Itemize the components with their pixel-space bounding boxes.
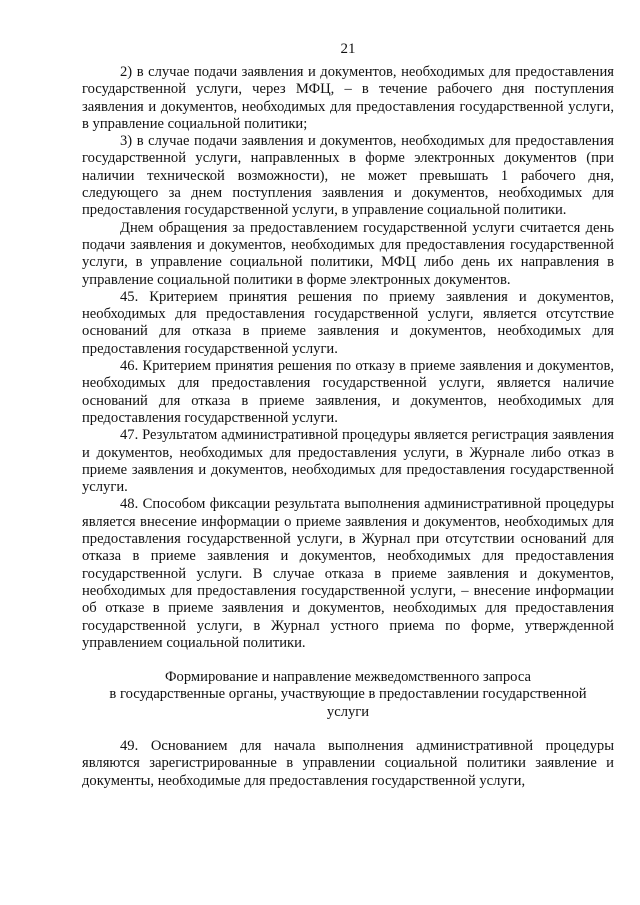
paragraph-45: 45. Критерием принятия решения по приему заявления и документов, необходимых для предоставления государственной услуги, является отсутствие оснований для отказа в приеме заявления и документов, необходимых для предоставления государственной услуги. xyxy=(82,288,614,357)
page-number: 21 xyxy=(340,41,356,57)
paragraph-47: 47. Результатом административной процедуры является регистрация заявления и документов, необходимых для предоставления услуги, в Журнале либо отказ в приеме заявления и документов, необходимых для предоставления государственной услуги. xyxy=(82,427,614,496)
paragraph-48: 48. Способом фиксации результата выполнения административной процедуры является внесение информации о приеме заявления и документов, необходимых для предоставления государственной услуги, в Журнал при отсутствии оснований для отказа в приеме заявления и документов, необходимых для предоставления государственной услуги. В случае отказа в приеме заявления и документов, необходимых для предоставления государственной услуги, – внесение информации об отказе в приеме заявления и документов, необходимых для предоставления государственной услуги, в Журнал устного приема по форме, утвержденной управлением социальной политики. xyxy=(82,496,614,651)
paragraph-49: 49. Основанием для начала выполнения административной процедуры являются зарегистрированные в управлении социальной политики заявление и документы, необходимые для предоставления государственной услуги, xyxy=(82,737,614,789)
paragraph-item-3: 3) в случае подачи заявления и документов, необходимых для предоставления государственной услуги, направленных в форме электронных документов (при наличии технической возможности), не может превышать 1 рабочего дня, следующего за днем поступления заявления и документов, необходимых для предоставления государственной услуги, в управление социальной политики. xyxy=(82,133,614,219)
section-heading-line-2: в государственные органы, участвующие в предоставлении государственной xyxy=(109,686,587,703)
document-page xyxy=(82,40,614,790)
paragraph-request-day: Днем обращения за предоставлением государственной услуги считается день подачи заявления и документов, необходимых для предоставления государственной услуги, в управление социальной политики, МФЦ либо день их направления в управление социальной политики в форме электронных документов. xyxy=(82,219,614,288)
section-spacer-top xyxy=(82,652,614,669)
paragraph-item-2: 2) в случае подачи заявления и документов, необходимых для предоставления государственной услуги, через МФЦ, – в течение рабочего дня поступления заявления и документов, необходимых для предоставления государственной услуги, в управление социальной политики; xyxy=(82,64,614,132)
section-heading-line-3: услуги xyxy=(326,703,370,720)
section-heading xyxy=(82,669,614,721)
section-spacer-bottom xyxy=(82,721,614,738)
paragraph-46: 46. Критерием принятия решения по отказу в приеме заявления и документов, необходимых для предоставления государственной услуги, является наличие оснований для отказа в приеме заявления, и документов, необходимых для предоставления государственной услуги. xyxy=(82,358,614,426)
section-heading-line-1: Формирование и направление межведомственного запроса xyxy=(165,669,531,686)
